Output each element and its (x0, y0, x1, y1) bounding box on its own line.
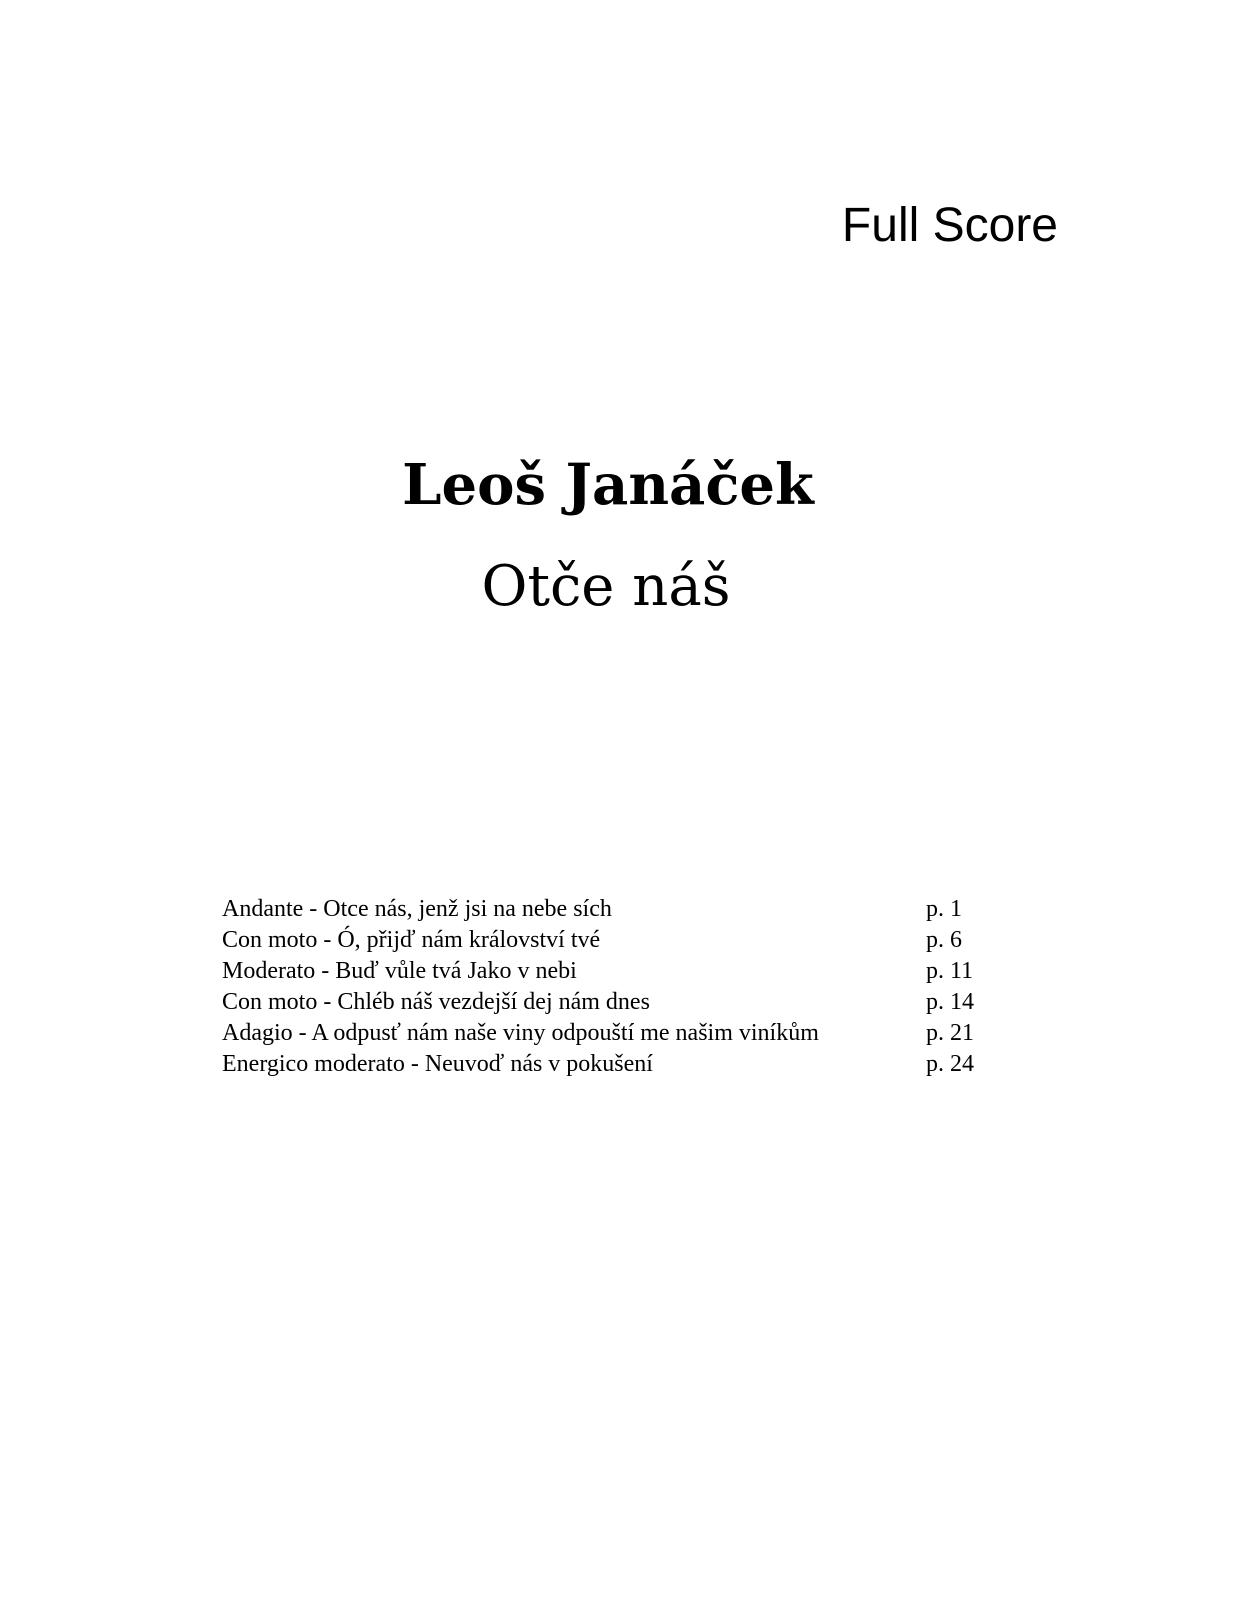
toc-movement-title: Adagio - A odpusť nám naše viny odpouští me našim viníkům (222, 1020, 819, 1046)
work-title: Otče náš (481, 554, 731, 619)
toc-row (222, 956, 982, 987)
toc-movement-title: Con moto - Ó, přijď nám království tvé (222, 927, 601, 953)
toc-movement-title: Andante - Otce nás, jenž jsi na nebe sích (222, 896, 612, 922)
toc-page-number: p. 6 (926, 927, 962, 953)
toc-page-number: p. 1 (926, 896, 962, 922)
toc-movement-title: Energico moderato - Neuvoď nás v pokušení (222, 1051, 653, 1077)
score-type-label: Full Score (841, 199, 1058, 252)
toc-movement-title: Moderato - Buď vůle tvá Jako v nebi (222, 958, 577, 984)
toc-page-number: p. 11 (926, 958, 974, 984)
toc-row (222, 925, 982, 956)
toc-row (222, 987, 982, 1018)
toc-movement-title: Con moto - Chléb náš vezdejší dej nám dnes (222, 989, 650, 1015)
toc-page-number: p. 14 (926, 989, 974, 1015)
toc-row (222, 894, 982, 925)
toc-row (222, 1049, 982, 1080)
composer-name: Leoš Janáček (402, 452, 814, 518)
table-of-contents (222, 894, 982, 1080)
toc-row (222, 1018, 982, 1049)
toc-page-number: p. 21 (926, 1020, 974, 1046)
toc-page-number: p. 24 (926, 1051, 974, 1077)
